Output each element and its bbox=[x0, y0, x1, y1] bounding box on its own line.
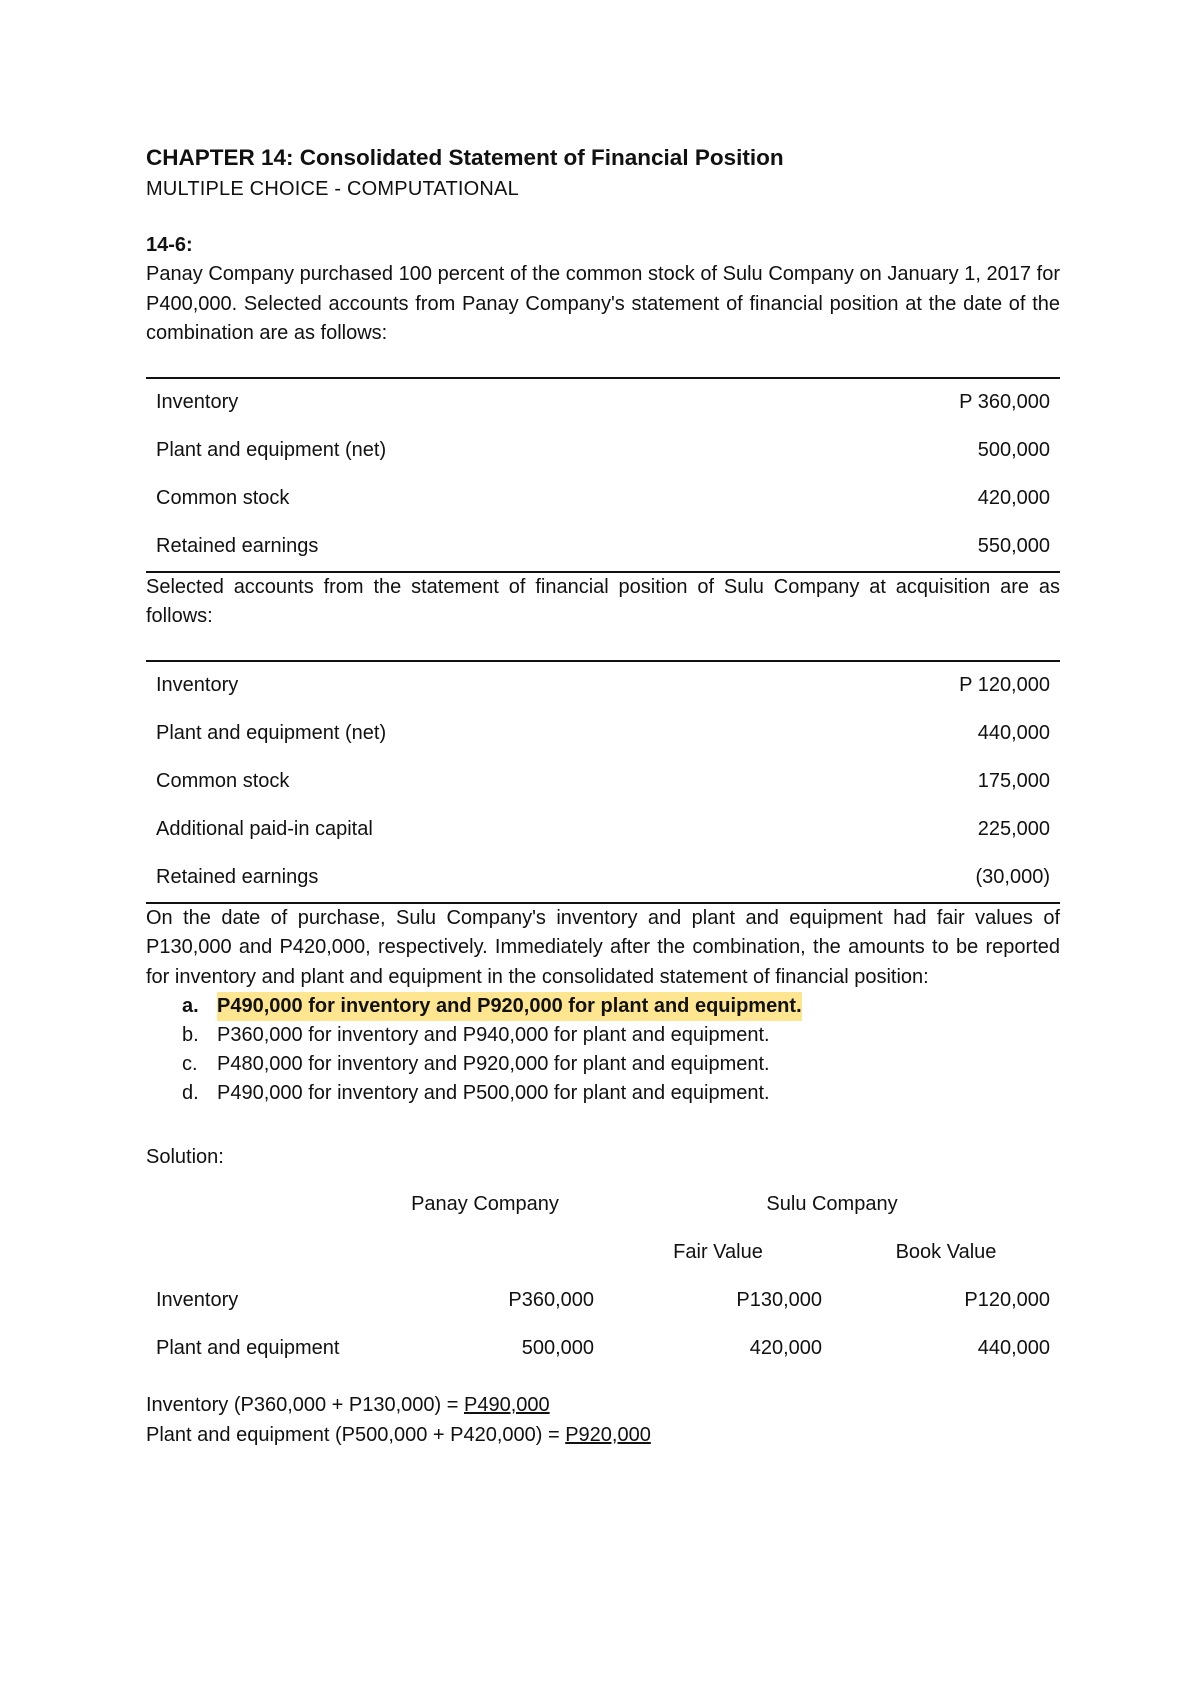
table-row bbox=[146, 1324, 1060, 1372]
choice-a-correct bbox=[182, 992, 1060, 1021]
book-value: P120,000 bbox=[964, 1288, 1050, 1311]
choice-letter: b. bbox=[182, 1024, 199, 1046]
row-label: Inventory bbox=[156, 1288, 239, 1311]
panay-value: P360,000 bbox=[508, 1288, 594, 1311]
calc-result: P920,000 bbox=[565, 1424, 651, 1446]
account-label: Inventory bbox=[156, 674, 239, 696]
table-header-row bbox=[146, 1180, 1060, 1228]
calc-line-plant bbox=[146, 1420, 1060, 1450]
column-header-panay: Panay Company bbox=[411, 1192, 559, 1215]
choice-c bbox=[182, 1050, 1060, 1079]
fair-value: P130,000 bbox=[736, 1288, 822, 1311]
account-amount: P 360,000 bbox=[959, 391, 1050, 413]
table-row bbox=[146, 854, 1060, 903]
table-subheader-row bbox=[146, 1228, 1060, 1276]
question-number: 14-6: bbox=[146, 234, 193, 256]
choice-text: P480,000 for inventory and P920,000 for plant and equipment. bbox=[217, 1053, 770, 1075]
book-value: 440,000 bbox=[977, 1336, 1050, 1359]
account-amount: (30,000) bbox=[975, 866, 1050, 888]
question-stem: On the date of purchase, Sulu Company's inventory and plant and equipment had fair values of P130,000 and P420,000, respectively. Immediately after the combination, the amounts to be reported for inventory and plant and equipment in the consolidated statement of financial position: bbox=[146, 906, 1060, 988]
table-row bbox=[146, 710, 1060, 758]
account-label: Common stock bbox=[156, 487, 290, 509]
account-label: Retained earnings bbox=[156, 535, 319, 557]
chapter-title: CHAPTER 14: Consolidated Statement of Financial Position bbox=[146, 145, 784, 170]
account-label: Additional paid-in capital bbox=[156, 818, 373, 840]
row-label: Plant and equipment bbox=[156, 1336, 340, 1359]
choice-text: P490,000 for inventory and P500,000 for plant and equipment. bbox=[217, 1082, 770, 1104]
choice-letter: c. bbox=[182, 1053, 198, 1075]
choice-letter: a. bbox=[182, 995, 199, 1017]
panay-accounts-table bbox=[146, 377, 1060, 573]
sulu-accounts-table bbox=[146, 660, 1060, 904]
section-subtitle: MULTIPLE CHOICE - COMPUTATIONAL bbox=[146, 178, 519, 200]
calc-line-inventory bbox=[146, 1390, 1060, 1420]
calc-result: P490,000 bbox=[464, 1394, 550, 1416]
table-row bbox=[146, 806, 1060, 854]
column-header-fair-value: Fair Value bbox=[673, 1240, 763, 1263]
table-row bbox=[146, 661, 1060, 710]
account-label: Plant and equipment (net) bbox=[156, 439, 387, 461]
choice-letter: d. bbox=[182, 1082, 199, 1104]
choice-text-highlighted: P490,000 for inventory and P920,000 for plant and equipment. bbox=[217, 992, 802, 1021]
solution-label: Solution: bbox=[146, 1146, 224, 1168]
calc-expression: Plant and equipment (P500,000 + P420,000) = bbox=[146, 1424, 566, 1446]
panay-value: 500,000 bbox=[521, 1336, 594, 1359]
account-label: Inventory bbox=[156, 391, 239, 413]
account-amount: 225,000 bbox=[977, 818, 1050, 840]
column-header-sulu: Sulu Company bbox=[766, 1192, 898, 1215]
table-row bbox=[146, 475, 1060, 523]
account-label: Plant and equipment (net) bbox=[156, 722, 387, 744]
account-amount: 500,000 bbox=[977, 439, 1050, 461]
table-row bbox=[146, 758, 1060, 806]
table-row bbox=[146, 1276, 1060, 1324]
table-row bbox=[146, 427, 1060, 475]
account-label: Retained earnings bbox=[156, 866, 319, 888]
account-amount: 440,000 bbox=[977, 722, 1050, 744]
table-row bbox=[146, 378, 1060, 427]
choice-d bbox=[182, 1079, 1060, 1108]
solution-calculations bbox=[146, 1390, 1060, 1450]
fair-value: 420,000 bbox=[749, 1336, 822, 1359]
choice-text: P360,000 for inventory and P940,000 for plant and equipment. bbox=[217, 1024, 770, 1046]
document-page bbox=[146, 142, 1060, 1450]
solution-table bbox=[146, 1180, 1060, 1372]
account-amount: 550,000 bbox=[977, 535, 1050, 557]
account-amount: 175,000 bbox=[977, 770, 1050, 792]
question-intro: Panay Company purchased 100 percent of the common stock of Sulu Company on January 1, 2017 for P400,000. Selected accounts from Panay Company's statement of financial position at the date of the combination are as follows: bbox=[146, 263, 1060, 344]
table-row bbox=[146, 523, 1060, 572]
account-amount: 420,000 bbox=[977, 487, 1050, 509]
account-amount: P 120,000 bbox=[959, 674, 1050, 696]
sulu-intro: Selected accounts from the statement of financial position of Sulu Company at acquisition are as follows: bbox=[146, 575, 1060, 627]
column-header-book-value: Book Value bbox=[895, 1240, 997, 1263]
account-label: Common stock bbox=[156, 770, 290, 792]
choice-b bbox=[182, 1021, 1060, 1050]
calc-expression: Inventory (P360,000 + P130,000) = bbox=[146, 1394, 464, 1416]
answer-choices bbox=[146, 992, 1060, 1108]
